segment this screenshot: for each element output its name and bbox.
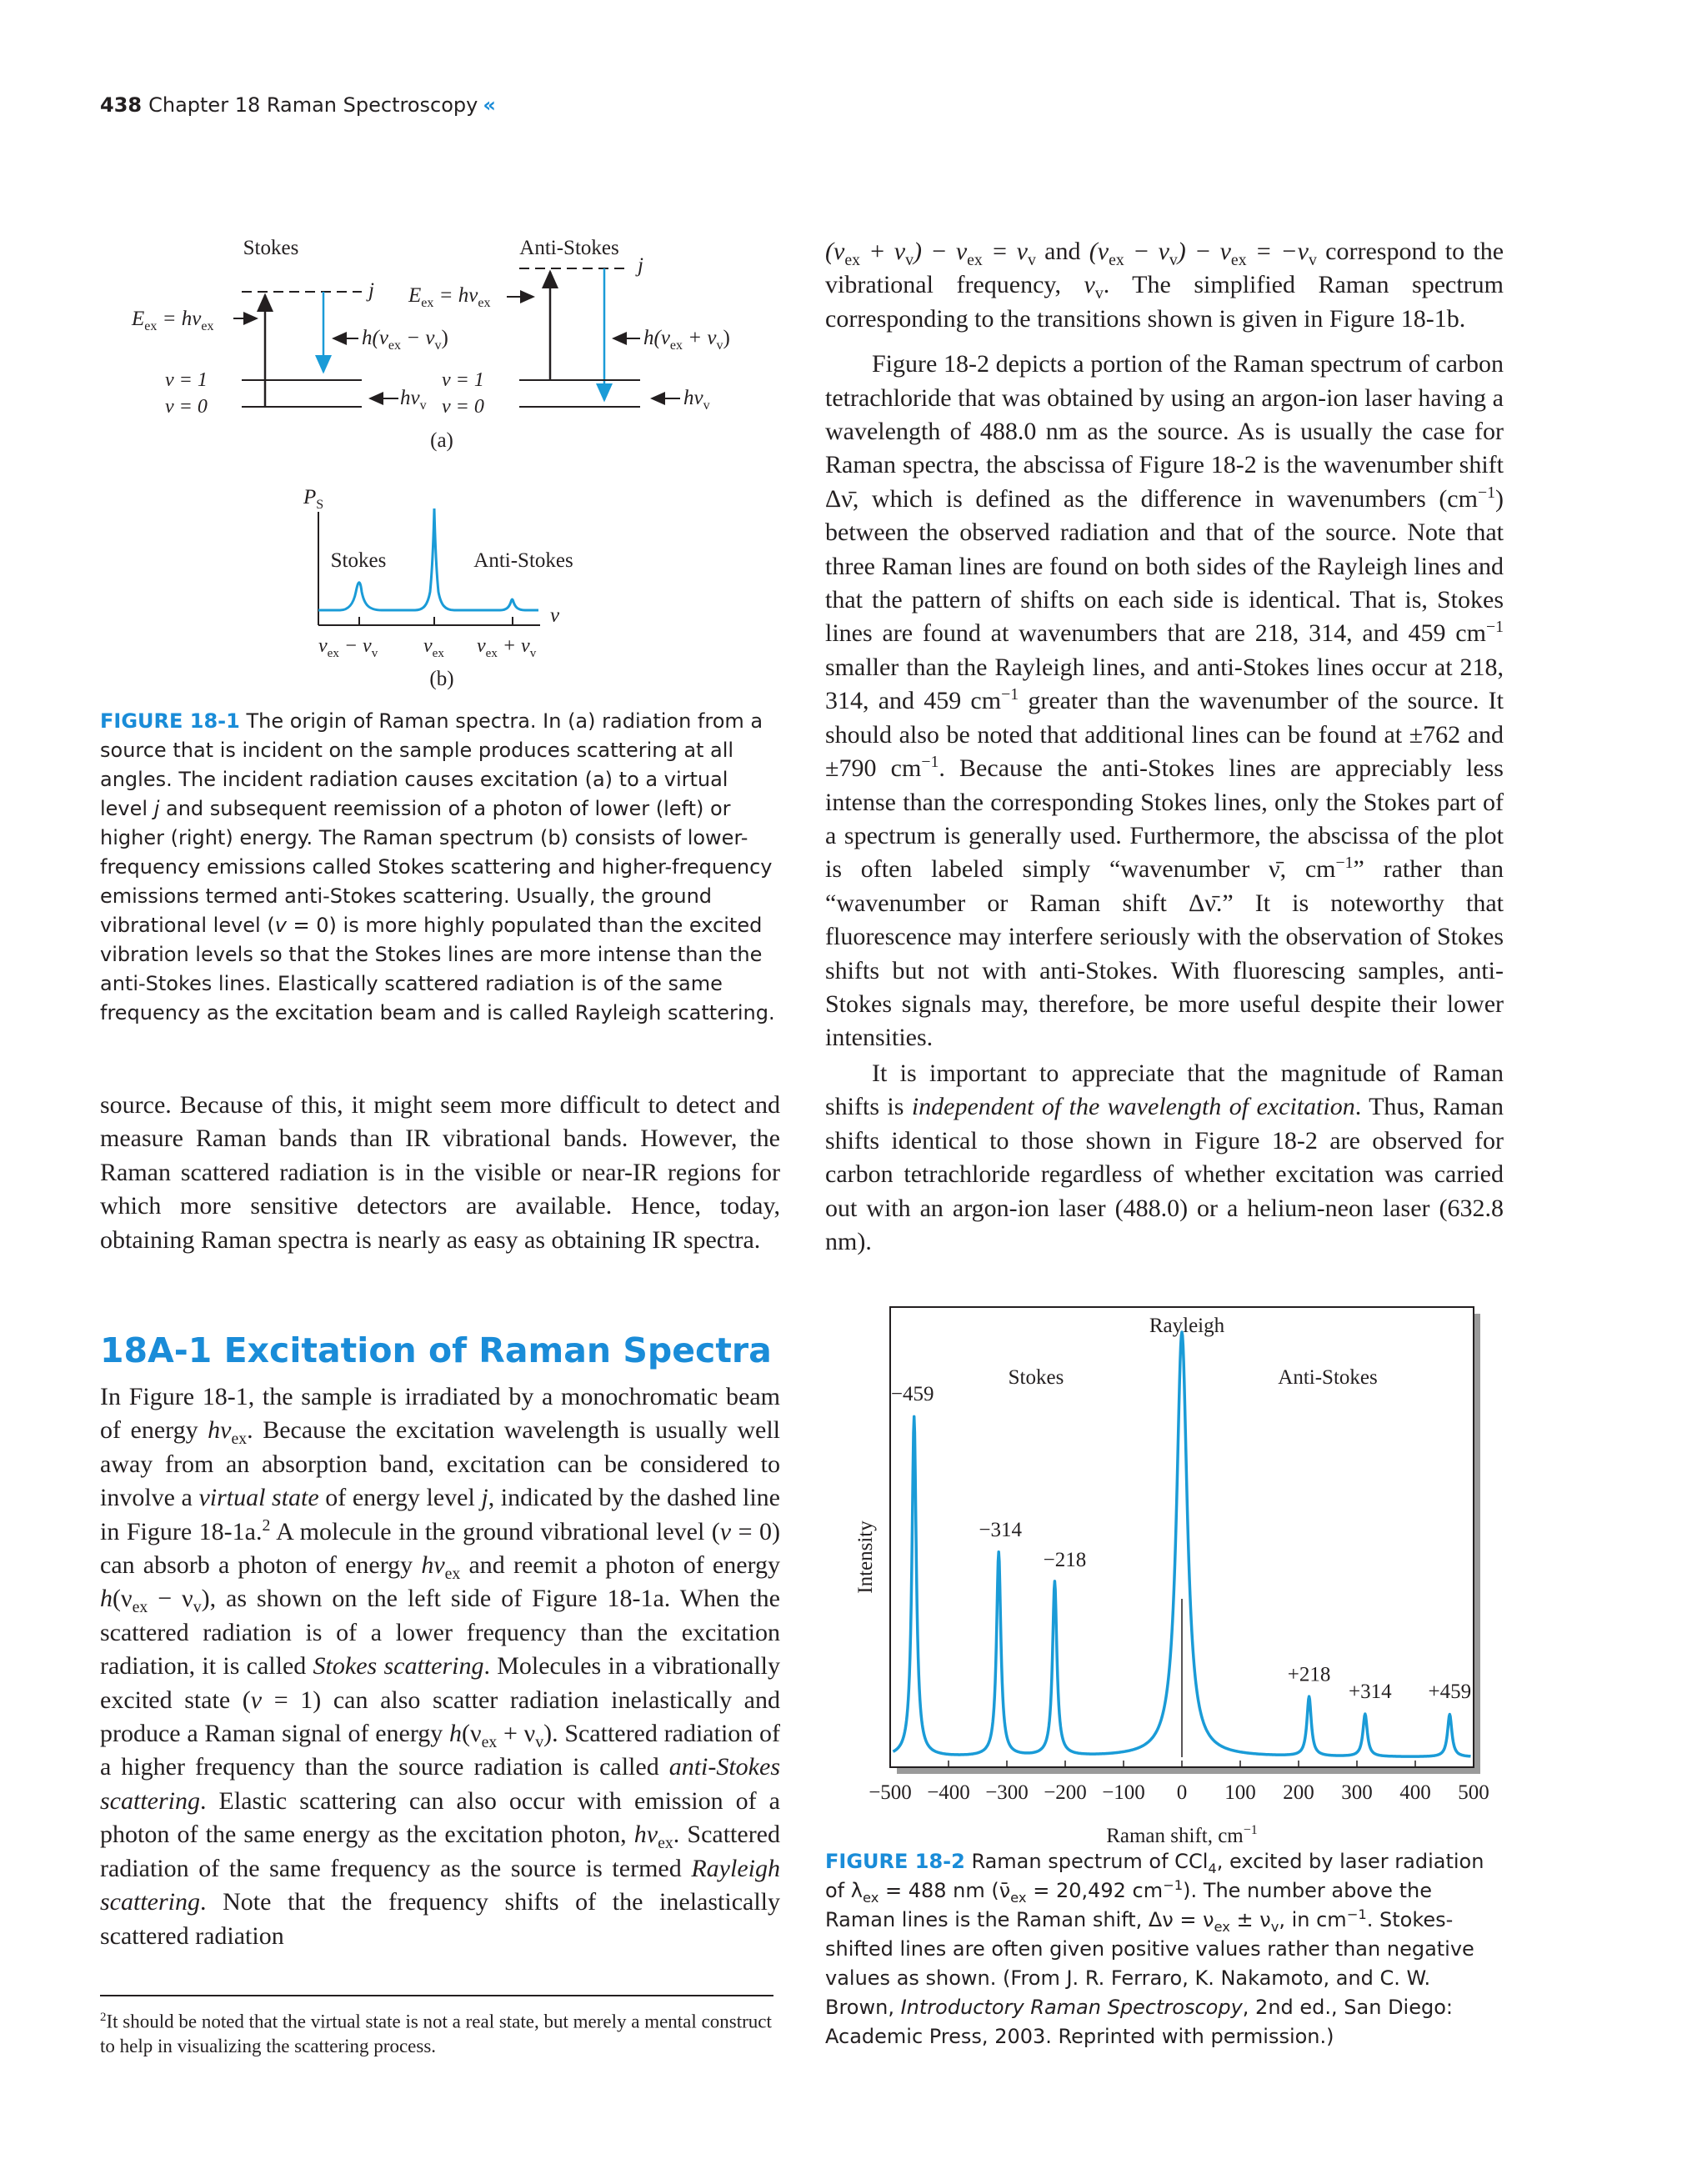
v1-left-label: v = 1 — [165, 369, 208, 391]
figure-18-1-caption: FIGURE 18-1 The origin of Raman spectra. In (a) radiation from a source that is incident on the sample produces scattering at all angles. The incident radiation causes excitation (a) to a virtual level j and subsequent reemission of a photon of lower (left) or higher (right) energy. The Raman spectrum (b) consists of lower-frequency emissions called Stokes scattering and higher-frequency emissions termed anti-Stokes scattering. Usually, the ground vibrational level (v = 0) is more highly populated than the excited vibration levels so that the Stokes lines are more intense than the anti-Stokes lines. Elastically scattered radiation is of the same frequency as the excitation beam and is called Rayleigh scattering. — [100, 709, 775, 1024]
peak-label-459: +459 — [1428, 1681, 1472, 1703]
peak-label-minus314: −314 — [979, 1519, 1023, 1542]
chapter-title: Chapter 18 Raman Spectroscopy — [148, 93, 478, 117]
fig1b-antistokes-label: Anti-Stokes — [473, 549, 573, 572]
right-column-top — [825, 235, 1504, 1055]
footnote-rule — [100, 1995, 773, 1996]
chart-xlabel: Raman shift, $cm^{-1}$ — [1106, 1823, 1258, 1847]
figure-18-2-chart — [842, 1307, 1500, 1847]
x-tick-label: 400 — [1399, 1781, 1431, 1804]
nu-axis-label: ν — [550, 604, 560, 627]
footnote: $^2$It should be noted that the virtual state is not a real state, but merely a mental construct to help in visualizing the scattering process. — [100, 2011, 772, 2056]
paragraph-excitation: In Figure 18-1, the sample is irradiated by a monochromatic beam of energy $h\nu_{ex}$. Because the excitation wavelength is usually well away from an absorption band, excitation can be considered to involve a virtual state of energy level j, indicated by the dashed line in Figure 18-1a.$^2$ A molecule in the ground vibrational level (v = 0) can absorb a photon of energy $h\nu_{ex}$ and reemit a photon of energy $h(\nu_{ex} - \nu_v)$, as shown on the left side of Figure 18-1a. When the scattered radiation is of a lower frequency than the excitation radiation, it is called Stokes scattering. Molecules in a vibrationally excited state (v = 1) can also scatter radiation inelastically and produce a Raman signal of energy $h(\nu_{ex} + \nu_v)$. Scattered radiation of a higher frequency than the source radiation is called anti-Stokes scattering. Elastic scattering can also occur with emission of a photon of the same energy as the excitation photon, $h\nu_{ex}$. Scattered radiation of the same frequency as the source is termed Rayleigh scattering. Note that the frequency shifts of the inelastically scattered radiation — [100, 1383, 780, 1950]
x-tick-label: −100 — [1102, 1781, 1145, 1804]
x-tick-label: −200 — [1044, 1781, 1087, 1804]
paragraph-magnitude: It is important to appreciate that the magnitude of Raman shifts is independent of the wavelength of excitation. Thus, Raman shifts identical to those shown in Figure 18-2 are observed for carbon tetrachloride regardless of whether excitation was carried out with an argon-ion laser (488.0) or a helium-neon laser (632.8 nm). — [825, 1059, 1504, 1256]
peak-label-minus459: −459 — [890, 1383, 934, 1405]
paragraph-correspond: $(\nu_{ex} + \nu_v) - \nu_{ex} = \nu_v$ and $(\nu_{ex} - \nu_v) - \nu_{ex} = -\nu_v$ correspond to the vibrational frequency, $\nu_v$. The simplified Raman spectrum corresponding to the transitions shown is given in Figure 18-1b. — [825, 238, 1504, 333]
peak-label-minus218: −218 — [1043, 1548, 1087, 1571]
ps-label: $P_S$ — [303, 486, 324, 512]
x-tick-label: 100 — [1224, 1781, 1256, 1804]
x-tick-label: 500 — [1458, 1781, 1489, 1804]
chevron-icon: « — [483, 93, 496, 117]
paragraph-source: source. Because of this, it might seem more difficult to detect and measure Raman bands than IR vibrational bands. However, the Raman scattered radiation is in the visible or near-IR regions for which more sensitive detectors are available. Hence, today, obtaining Raman spectra is nearly as easy as obtaining IR spectra. — [100, 1091, 780, 1254]
fig1a-antistokes-title: Anti-Stokes — [519, 237, 619, 259]
peak-label-0: Rayleigh — [1149, 1315, 1225, 1337]
x-tick-label: −400 — [927, 1781, 970, 1804]
right-column-mid — [825, 1057, 1504, 1259]
x-tick-label: 0 — [1176, 1781, 1188, 1804]
fig1a-stokes-title: Stokes — [243, 237, 299, 259]
running-head — [100, 93, 496, 117]
x-tick-label: 200 — [1283, 1781, 1314, 1804]
chart-ylabel: Intensity — [854, 1520, 877, 1594]
region-label-antistokes: Anti-Stokes — [1278, 1366, 1378, 1389]
eex-mid-label: $E_{ex} = h\nu_{ex}$ — [408, 284, 491, 310]
x-tick-label: 300 — [1341, 1781, 1373, 1804]
tick-label-nuex-plus: $\nu_{ex} + \nu_v$ — [477, 635, 537, 660]
eex-left-label: $E_{ex} = h\nu_{ex}$ — [132, 308, 214, 333]
v0-left-label: v = 0 — [165, 396, 208, 418]
h-plus-label: $h(\nu_{ex} + \nu_v)$ — [643, 327, 730, 353]
hnu-right-label: $h\nu_v$ — [683, 387, 710, 413]
v0-mid-label: v = 0 — [442, 396, 484, 418]
j-label-left: j — [368, 279, 374, 302]
panel-a-label: (a) — [430, 429, 453, 452]
fig1b-stokes-label: Stokes — [330, 549, 387, 572]
tick-label-nuex: $\nu_{ex}$ — [423, 635, 444, 660]
region-label-stokes: Stokes — [1008, 1366, 1064, 1389]
x-tick-label: −500 — [869, 1781, 912, 1804]
peak-label-218: +218 — [1287, 1663, 1331, 1686]
paragraph-figure-18-2: Figure 18-2 depicts a portion of the Raman spectrum of carbon tetrachloride that was obtained by using an argon-ion laser having a wavelength of 488.0 nm as the source. As is usually the case for Raman spectra, the abscissa of Figure 18-2 is the wavenumber shift Δν̄, which is defined as the difference in wavenumbers $(cm^{-1})$ between the observed radiation and that of the source. Note that three Raman lines are found on both sides of the Rayleigh lines and that the pattern of shifts on each side is identical. That is, Stokes lines are found at wavenumbers that are 218, 314, and 459 $cm^{-1}$ smaller than the Rayleigh lines, and anti-Stokes lines occur at 218, 314, and 459 $cm^{-1}$ greater than the wavenumber of the source. It should also be noted that additional lines can be found at ±762 and ±790 $cm^{-1}$. Because the anti-Stokes lines are appreciably less intense than the corresponding Stokes lines, only the Stokes part of a spectrum is generally used. Furthermore, the abscissa of the plot is often labeled simply “wavenumber ν̄, $cm^{-1}$” rather than “wavenumber or Raman shift Δν̄.” It is noteworthy that fluorescence may interfere seriously with the observation of Stokes shifts but not with anti-Stokes. With fluorescing samples, anti-Stokes signals may, therefore, be more useful despite their lower intensities. — [825, 350, 1504, 1052]
h-minus-label: $h(\nu_{ex} - \nu_v)$ — [362, 327, 448, 353]
figure-18-1 — [100, 225, 733, 692]
section-heading: 18A-1 Excitation of Raman Spectra — [100, 1330, 772, 1370]
peak-label-314: +314 — [1348, 1681, 1392, 1703]
figure-18-2-caption: FIGURE 18-2 Raman spectrum of CCl$_4$, excited by laser radiation of $\lambda_{ex} = 488$ nm ($\nū_{ex} = 20,492$ $cm^{-1}$). The number above the Raman lines is the Raman shift, $\Delta\nu = \nu_{ex} \pm \nu_v$, in $cm^{-1}$. Stokes-shifted lines are often given positive values rather than negative values as shown. (From J. R. Ferraro, K. Nakamoto, and C. W. Brown, Introductory Raman Spectroscopy, 2nd ed., San Diego: Academic Press, 2003. Reprinted with permission.) — [825, 1850, 1484, 2048]
hnu-left-label: $h\nu_v$ — [400, 387, 427, 413]
x-tick-label: −300 — [985, 1781, 1029, 1804]
figure-18-2-label: FIGURE 18-2 — [825, 1850, 965, 1873]
v1-mid-label: v = 1 — [442, 369, 484, 391]
page-number: 438 — [100, 93, 143, 117]
tick-label-nuex-minus: $\nu_{ex} - \nu_v$ — [318, 635, 378, 660]
figure-18-1-label: FIGURE 18-1 — [100, 709, 240, 733]
footnote-ref: 2 — [262, 1515, 271, 1535]
j-label-right: j — [638, 254, 643, 277]
panel-b-label: (b) — [429, 668, 454, 690]
